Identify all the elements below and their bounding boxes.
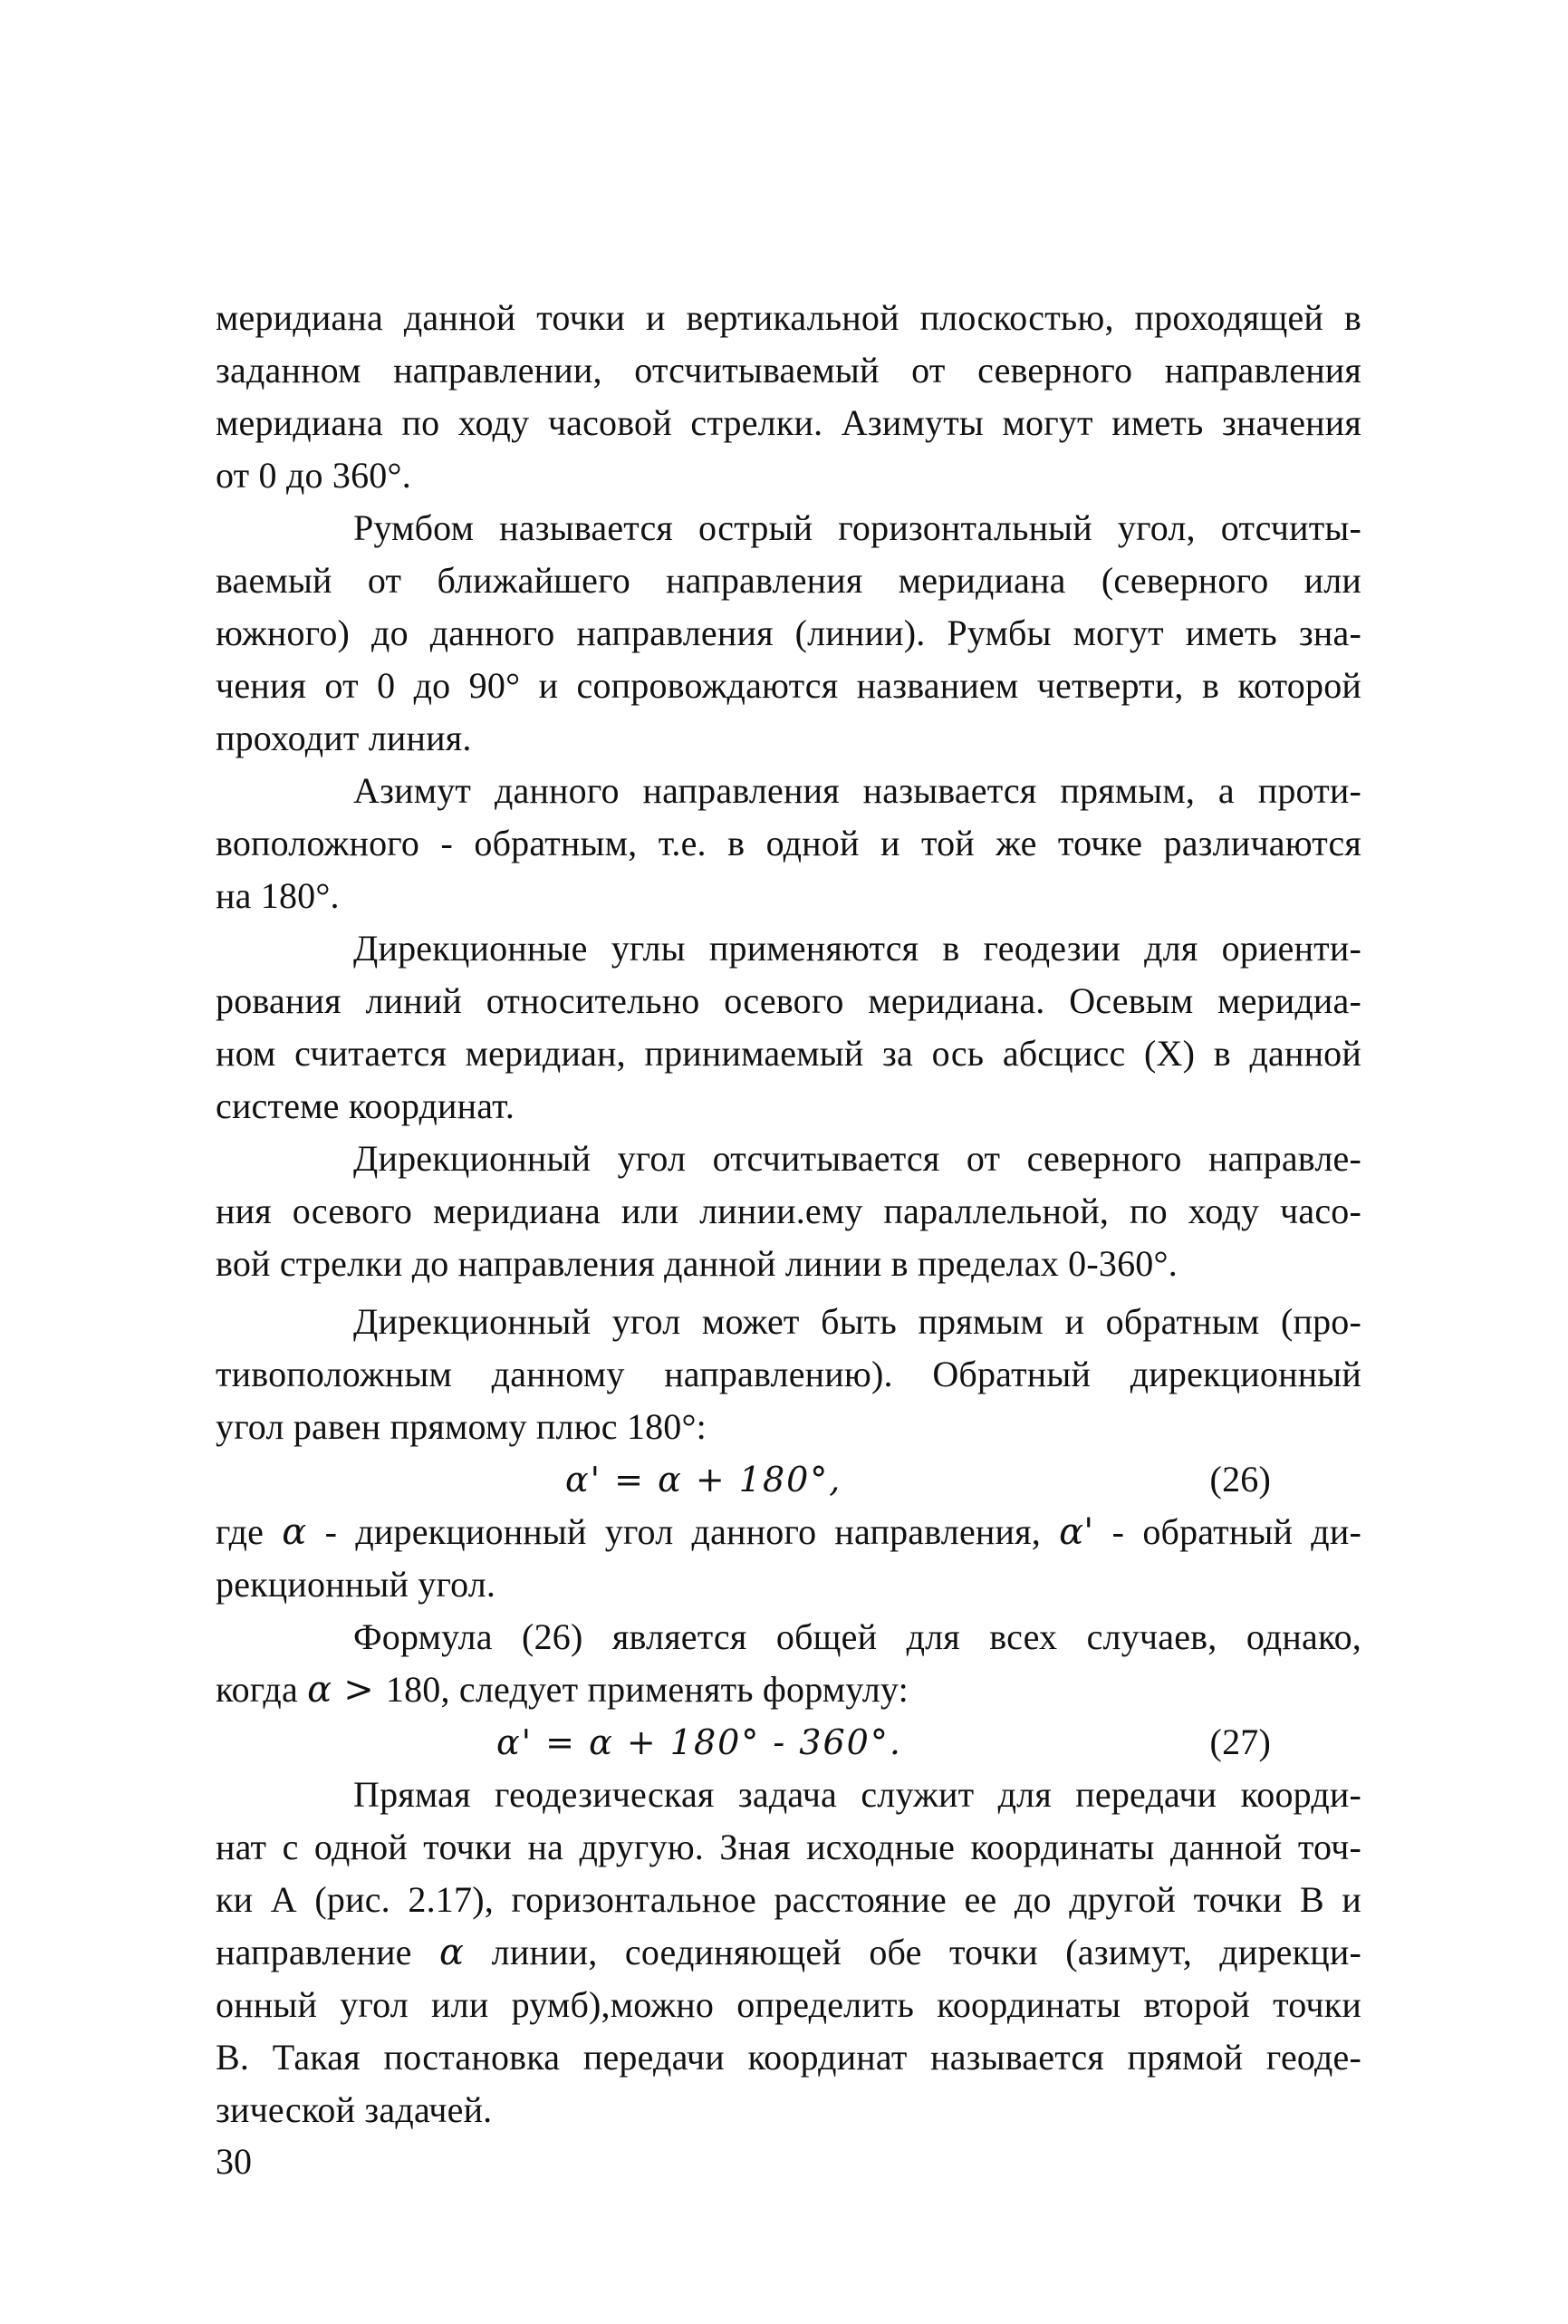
text-line: Прямая геодезическая задача служит для передачи коорди- <box>353 1774 1361 1815</box>
text-line: угол равен прямому плюс 180°: <box>216 1406 707 1447</box>
alpha-prime-symbol: α' <box>1059 1511 1094 1553</box>
alpha-symbol: α <box>439 1932 465 1973</box>
text-fragment: где <box>216 1511 283 1552</box>
formula-expression: α' = α + 180°, <box>565 1460 842 1500</box>
paragraph-formula-general <box>216 1611 1361 1716</box>
formula-expression: α' = α + 180° - 360°. <box>496 1722 902 1762</box>
paragraph-azimuth-definition <box>216 292 1361 502</box>
formula-number: (27) <box>1209 1721 1271 1762</box>
text-line: ния осевого меридиана или линии.ему параллельной, по ходу часо- <box>216 1191 1361 1231</box>
text-line: ном считается меридиан, принимаемый за ось абсцисс (X) в данной <box>216 1033 1361 1074</box>
text-line: зической задачей. <box>216 2089 493 2130</box>
text-line: рекционный угол. <box>216 1564 496 1605</box>
text-fragment: 180, следует применять формулу: <box>385 1669 909 1710</box>
text-line: нат с одной точки на другую. Зная исходные координаты данной точ- <box>216 1827 1361 1867</box>
text-line: Дирекционный угол может быть прямым и обратным (про- <box>353 1301 1361 1342</box>
text-line: чения от 0 до 90° и сопровождаются названием четверти, в которой <box>216 665 1361 706</box>
text-line: Дирекционные углы применяются в геодезии для ориенти- <box>353 928 1361 969</box>
formula-number: (26) <box>1209 1459 1271 1500</box>
page-number: 30 <box>216 2141 252 2182</box>
paragraph-rhumb-definition <box>216 502 1361 765</box>
text-fragment: - дирекционный угол данного направления, <box>306 1511 1060 1552</box>
text-line: Дирекционный угол отсчитывается от северного направле- <box>353 1138 1361 1179</box>
paragraph-direct-reverse-azimuth <box>216 765 1361 922</box>
text-line: меридиана данной точки и вертикальной плоскостью, проходящей в <box>216 297 1361 338</box>
text-line <box>216 1506 1361 1558</box>
text-line: проходит линия. <box>216 718 472 758</box>
text-fragment: когда <box>216 1669 308 1710</box>
text-line: вой стрелки до направления данной линии в пределах 0-360°. <box>216 1243 1178 1284</box>
text-line: на 180°. <box>216 875 340 916</box>
text-line <box>216 1663 1361 1716</box>
text-line: В. Такая постановка передачи координат называется прямой геоде- <box>216 2037 1361 2078</box>
text-fragment: линии, соединяющей обе точки (азимут, дирекци- <box>464 1932 1361 1972</box>
paragraph-direct-geodetic-problem <box>216 1769 1361 2136</box>
alpha-symbol: α <box>282 1511 307 1553</box>
text-line: заданном направлении, отсчитываемый от северного направления <box>216 350 1361 391</box>
formula-27 <box>216 1716 1361 1769</box>
formula-26 <box>216 1453 1361 1506</box>
paragraph-reverse-grid-angle <box>216 1296 1361 1453</box>
paragraph-formula-explanation <box>216 1506 1361 1611</box>
text-line: меридиана по ходу часовой стрелки. Азимуты могут иметь значения <box>216 402 1361 443</box>
text-line: воположного - обратным, т.е. в одной и той же точке различаются <box>216 823 1361 863</box>
text-fragment: направление <box>216 1932 440 1972</box>
text-line: тивоположным данному направлению). Обратный дирекционный <box>216 1354 1361 1394</box>
text-line: от 0 до 360°. <box>216 455 411 496</box>
text-line: Румбом называется острый горизонтальный угол, отсчиты- <box>353 507 1361 548</box>
page-text <box>216 292 1361 2136</box>
text-line: системе координат. <box>216 1085 515 1126</box>
text-line: южного) до данного направления (линии). Румбы могут иметь зна- <box>216 612 1361 653</box>
text-line: онный угол или румб),можно определить координаты второй точки <box>216 1984 1361 2025</box>
text-line: ки А (рис. 2.17), горизонтальное расстояние ее до другой точки В и <box>216 1879 1361 1920</box>
text-fragment: - обратный ди- <box>1093 1511 1361 1552</box>
text-line: Азимут данного направления называется прямым, а проти- <box>353 770 1361 811</box>
paragraph-grid-angles <box>216 922 1361 1133</box>
text-line <box>216 1926 1361 1979</box>
alpha-symbol: α > <box>307 1669 386 1711</box>
text-line: рования линий относительно осевого меридиана. Осевым меридиа- <box>216 980 1361 1021</box>
paragraph-grid-angle-measurement <box>216 1133 1361 1290</box>
text-line: Формула (26) является общей для всех случаев, однако, <box>353 1616 1361 1657</box>
text-line: ваемый от ближайшего направления меридиана (северного или <box>216 560 1361 601</box>
